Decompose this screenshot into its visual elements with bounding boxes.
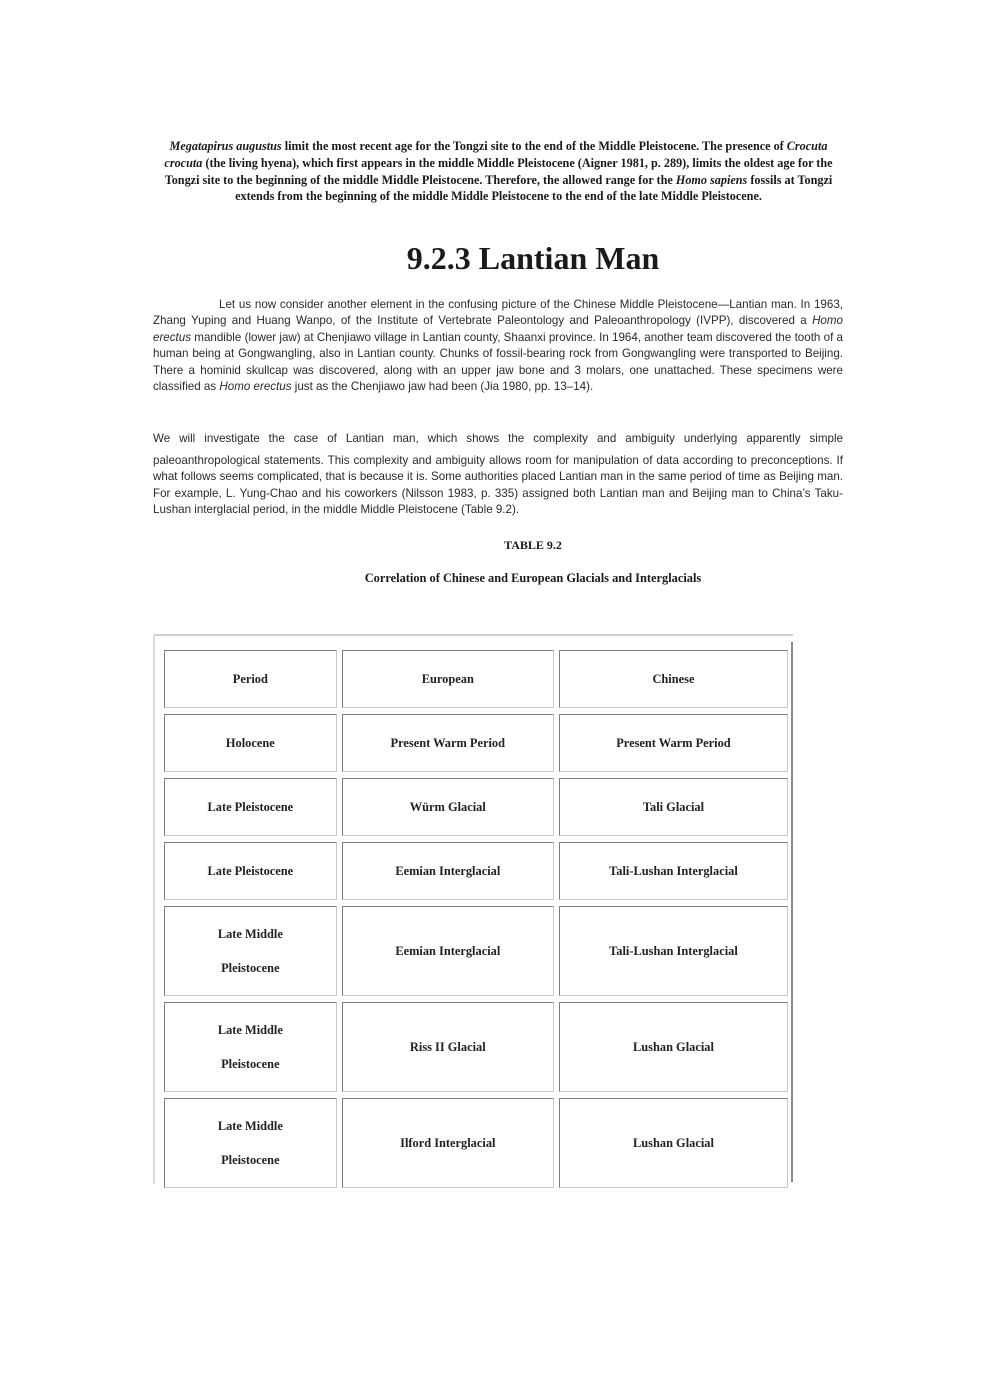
cell-chinese: Lushan Glacial (559, 1098, 788, 1188)
species-name-megatapirus: Megatapirus augustus (169, 139, 282, 153)
cell-period-line-2: Pleistocene (221, 961, 280, 975)
cell-period (164, 906, 337, 996)
table-frame-top (153, 634, 793, 642)
body-paragraph-1 (153, 297, 843, 395)
intro-paragraph (152, 138, 845, 205)
header-chinese: Chinese (559, 650, 788, 708)
cell-chinese: Lushan Glacial (559, 1002, 788, 1092)
correlation-table-container (153, 634, 793, 1184)
table-row (164, 778, 788, 836)
cell-period-line-1: Late Middle (217, 1023, 283, 1037)
table-title: TABLE 9.2 (504, 538, 562, 552)
cell-chinese: Tali-Lushan Interglacial (559, 906, 788, 996)
cell-chinese: Present Warm Period (559, 714, 788, 772)
cell-european: Riss II Glacial (342, 1002, 554, 1092)
cell-european: Eemian Interglacial (342, 842, 554, 900)
table-header-row (164, 650, 788, 708)
p1-species-homo-erectus-2: Homo erectus (219, 380, 292, 394)
header-european: European (342, 650, 554, 708)
cell-european: Eemian Interglacial (342, 906, 554, 996)
table-row (164, 1098, 788, 1188)
table-row (164, 906, 788, 996)
species-name-homo-sapiens: Homo sapiens (675, 172, 748, 187)
cell-period: Late Pleistocene (164, 842, 337, 900)
p2-first-line: We will investigate the case of Lantian man, which shows the complexity and ambiguity underlying apparently simple (153, 432, 843, 445)
cell-period-line-1: Late Middle (217, 1119, 283, 1133)
cell-period: Holocene (164, 714, 337, 772)
cell-period (164, 1002, 337, 1092)
cell-period: Late Pleistocene (164, 778, 337, 836)
cell-chinese: Tali Glacial (559, 778, 788, 836)
cell-period-lines (218, 1013, 283, 1081)
body-paragraph-2 (153, 431, 843, 519)
table-row (164, 714, 788, 772)
cell-period-line-2: Pleistocene (221, 1057, 280, 1071)
p1-text-3: just as the Chenjiawo jaw had been (Jia 1980, pp. 13–14). (291, 380, 594, 394)
cell-chinese: Tali-Lushan Interglacial (559, 842, 788, 900)
section-heading: 9.2.3 Lantian Man (406, 240, 660, 276)
cell-european: Würm Glacial (342, 778, 554, 836)
cell-european: Ilford Interglacial (342, 1098, 554, 1188)
intro-text-1: limit the most recent age for the Tongzi site to the end of the Middle Pleistocene. The presence of (281, 139, 787, 153)
table-row (164, 842, 788, 900)
cell-period-line-2: Pleistocene (221, 1153, 280, 1167)
p2-rest: paleoanthropological statements. This complexity and ambiguity allows room for manipulation of data according to preconceptions. If what follows seems complicated, that is because it is. Some authorities placed Lantian man in the same period of time as Beijing man. For example, L. Yung-Chao and his coworkers (Nilsson 1983, p. 335) assigned both Lantian man and Beijing man to China’s Taku-Lushan interglacial period, in the middle Middle Pleistocene (Table 9.2). (153, 454, 843, 517)
p1-text-1: Let us now consider another element in the confusing picture of the Chinese Middle Pleistocene—Lantian man. In 1963, Zhang Yuping and Huang Wanpo, of the Institute of Vertebrate Paleontology and Paleoanthropology (IVPP), discovered a (153, 298, 843, 328)
table-row (164, 1002, 788, 1092)
cell-period-line-1: Late Middle (217, 927, 283, 941)
cell-european: Present Warm Period (342, 714, 554, 772)
header-period: Period (164, 650, 337, 708)
table-subtitle: Correlation of Chinese and European Glacials and Interglacials (364, 571, 702, 585)
species-name-crocuta: Crocuta crocuta (164, 139, 828, 170)
cell-period-lines (218, 917, 283, 985)
cell-period (164, 1098, 337, 1188)
correlation-table (159, 644, 793, 1194)
cell-period-lines (218, 1109, 283, 1177)
intro-text-2: (the living hyena), which first appears in the middle Middle Pleistocene (Aigner 1981, p. 289), limits the oldest age for the Tongzi site to the beginning of the middle Middle Pleistocene. Therefore, the allowed range for the (164, 155, 833, 187)
p1-species-homo-erectus-1: Homo erectus (153, 314, 843, 344)
p1-text-2: mandible (lower jaw) at Chenjiawo village in Lantian county, Shaanxi province. In 1964, another team discovered the tooth of a human being at Gongwangling, also in Lantian county. Chunks of fossil-bearing rock from Gongwangling were transported to Beijing. There a hominid skullcap was discovered, along with an upper jaw bone and 3 molars, one unattached. These specimens were classified as (153, 330, 843, 394)
intro-text-3: fossils at Tongzi extends from the beginning of the middle Middle Pleistocene to the end of the late Middle Pleistocene. (235, 172, 833, 204)
